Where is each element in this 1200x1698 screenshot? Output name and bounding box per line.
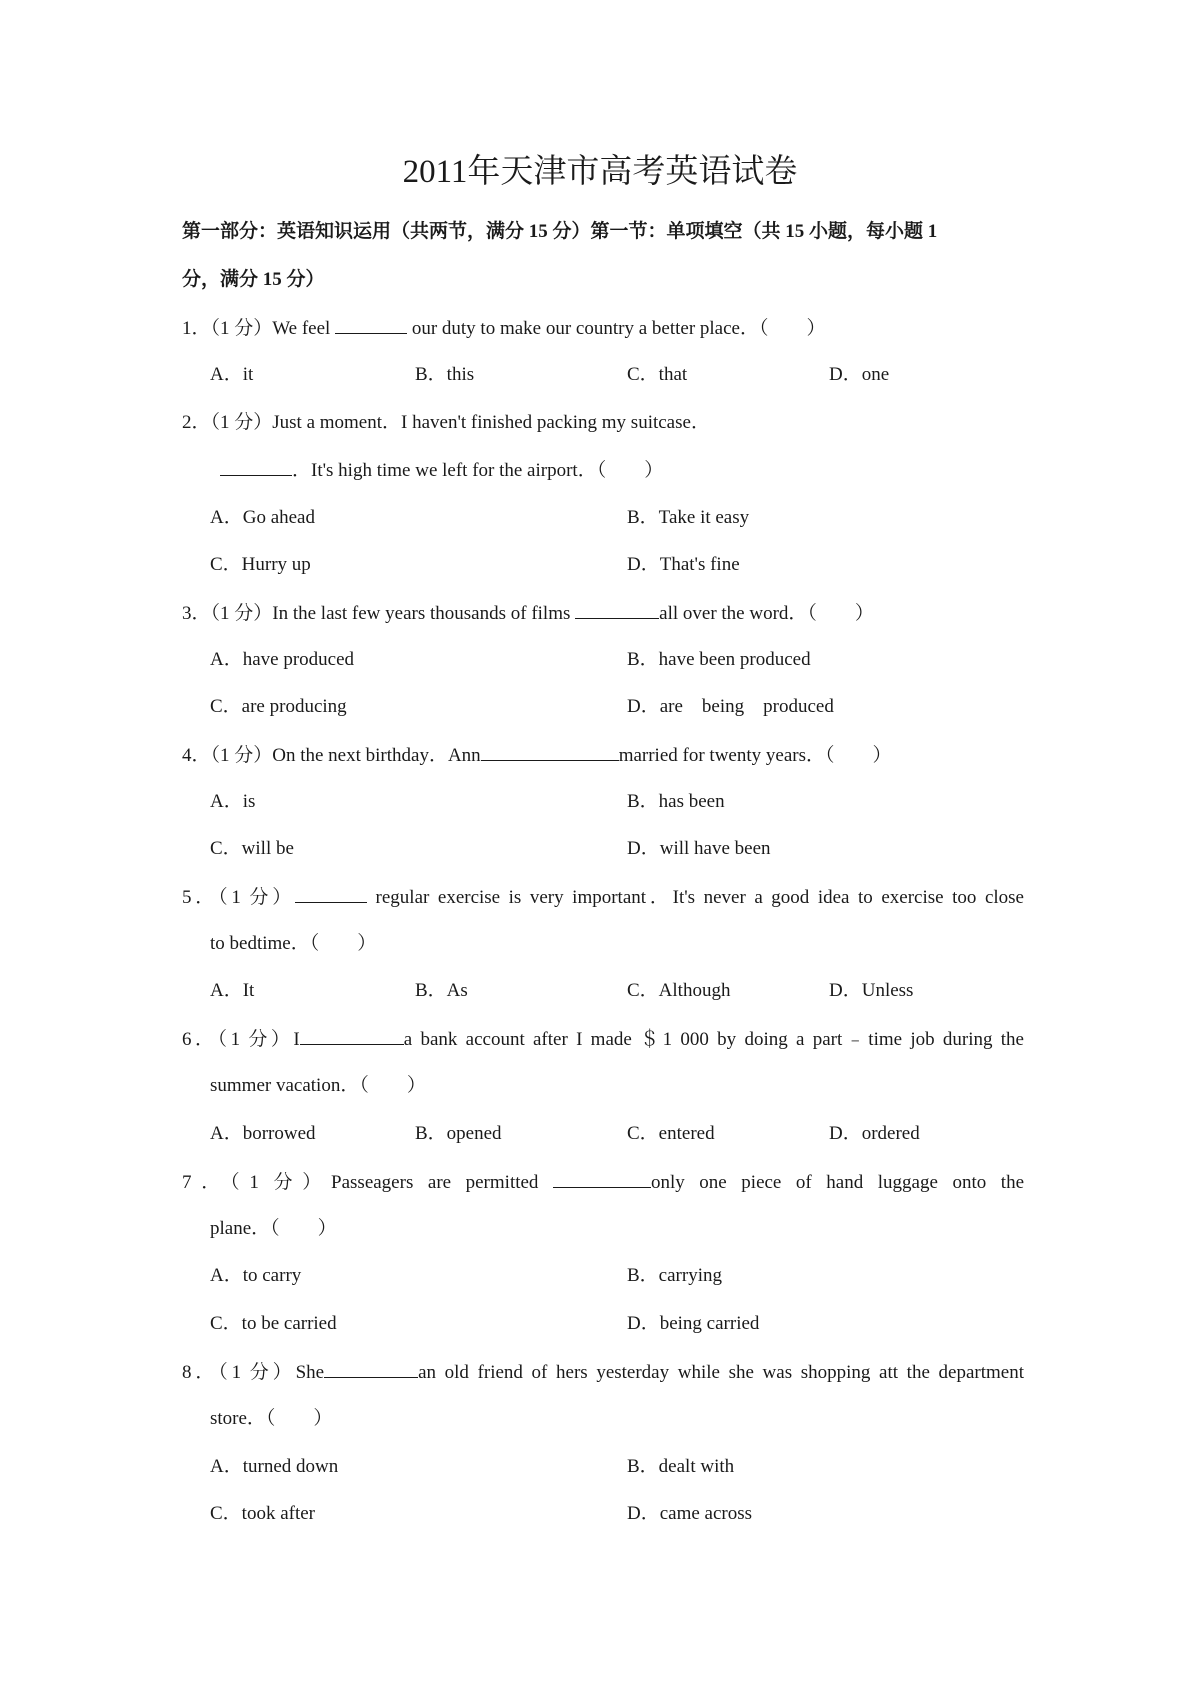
- question-7-continuation: plane．（ ）: [210, 1218, 337, 1239]
- answer-blank: [220, 457, 292, 476]
- question-2-option-b: B．Take it easy: [627, 507, 750, 528]
- question-3-option-d: D．are being produced: [627, 696, 834, 717]
- question-3-option-b: B．have been produced: [627, 649, 811, 670]
- question-5-continuation: to bedtime．（ ）: [210, 933, 377, 954]
- question-6-option-d: D．ordered: [829, 1123, 920, 1144]
- question-7-option-c: C．to be carried: [210, 1313, 337, 1334]
- answer-blank: [295, 884, 367, 903]
- answer-blank: [575, 600, 659, 619]
- question-8-continuation: store．（ ）: [210, 1408, 333, 1429]
- question-2-stem: 2．（1 分）Just a moment．I haven't finished packing my suitcase．: [182, 412, 710, 433]
- question-1-stem: 1．（1 分）We feel our duty to make our country a better place．（ ）: [182, 315, 826, 342]
- question-4-stem: 4．（1 分）On the next birthday．Ann married for twenty years．（ ）: [182, 742, 891, 769]
- section-heading-line-2: 分，满分 15 分）: [182, 269, 325, 290]
- question-6-option-c: C．entered: [627, 1123, 715, 1144]
- section-heading-line-1: 第一部分：英语知识运用（共两节，满分 15 分）第一节：单项填空（共 15 小题，每小题 1: [182, 221, 938, 242]
- question-7-stem: 7．（1 分）Passeagers are permitted only one piece of hand luggage onto the: [182, 1169, 1024, 1196]
- question-1-option-c: C．that: [627, 364, 688, 385]
- page-title: 2011年天津市高考英语试卷: [402, 154, 798, 190]
- answer-blank: [553, 1169, 651, 1188]
- question-2-option-a: A．Go ahead: [210, 507, 315, 528]
- question-2-continuation: ．It's high time we left for the airport．（ ）: [220, 457, 663, 484]
- question-1-option-a: A．it: [210, 364, 254, 385]
- question-4-option-a: A．is: [210, 791, 256, 812]
- question-4-option-c: C．will be: [210, 838, 294, 859]
- question-8-option-a: A．turned down: [210, 1456, 339, 1477]
- answer-blank: [481, 742, 619, 761]
- question-5-option-d: D．Unless: [829, 980, 914, 1001]
- question-7-option-b: B．carrying: [627, 1265, 722, 1286]
- question-1-option-b: B．this: [415, 364, 475, 385]
- question-5-stem: 5．（1 分） regular exercise is very important．It's never a good idea to exercise too close: [182, 884, 1024, 911]
- question-3-option-c: C．are producing: [210, 696, 347, 717]
- answer-blank: [300, 1026, 404, 1045]
- question-6-stem: 6．（1 分）I a bank account after I made ＄1 000 by doing a part﹣time job during the: [182, 1026, 1024, 1053]
- question-7-option-a: A．to carry: [210, 1265, 302, 1286]
- question-8-option-d: D．came across: [627, 1503, 753, 1524]
- question-7-option-d: D．being carried: [627, 1313, 760, 1334]
- question-1-option-d: D．one: [829, 364, 890, 385]
- question-6-continuation: summer vacation．（ ）: [210, 1075, 426, 1096]
- question-4-option-b: B．has been: [627, 791, 725, 812]
- question-8-option-b: B．dealt with: [627, 1456, 735, 1477]
- question-5-option-c: C．Although: [627, 980, 731, 1001]
- answer-blank: [335, 315, 407, 334]
- question-3-stem: 3．（1 分）In the last few years thousands of films all over the word．（ ）: [182, 600, 874, 627]
- question-6-option-b: B．opened: [415, 1123, 502, 1144]
- section-heading: [182, 208, 1032, 304]
- question-8-stem: 8．（1 分）She an old friend of hers yesterday while she was shopping att the department: [182, 1359, 1024, 1386]
- question-5-option-b: B．As: [415, 980, 468, 1001]
- question-2-option-d: D．That's fine: [627, 554, 740, 575]
- question-6-option-a: A．borrowed: [210, 1123, 316, 1144]
- question-4-option-d: D．will have been: [627, 838, 771, 859]
- question-8-option-c: C．took after: [210, 1503, 316, 1524]
- question-5-option-a: A．It: [210, 980, 255, 1001]
- question-3-option-a: A．have produced: [210, 649, 355, 670]
- answer-blank: [324, 1359, 418, 1378]
- question-2-option-c: C．Hurry up: [210, 554, 311, 575]
